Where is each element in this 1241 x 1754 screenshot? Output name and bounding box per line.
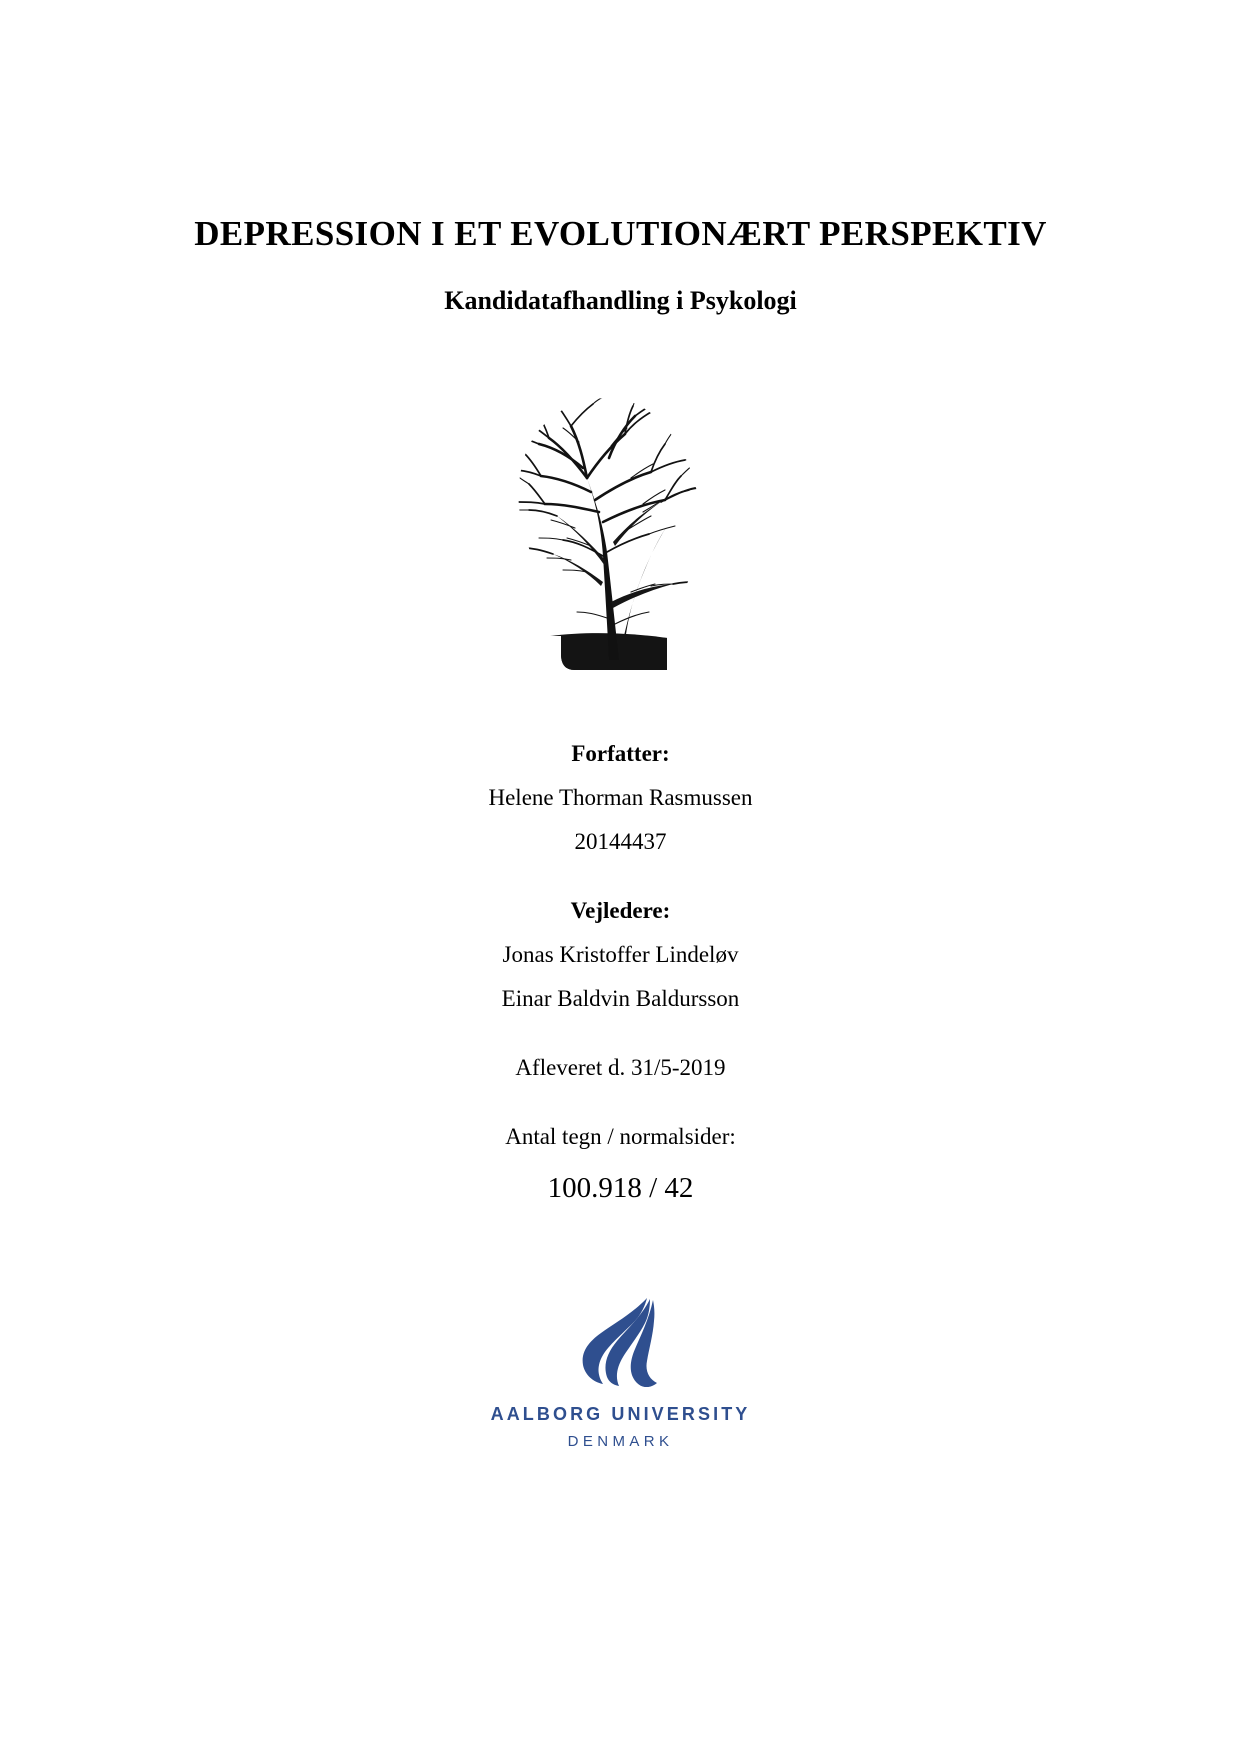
spacer bbox=[0, 1010, 1241, 1056]
spacer bbox=[0, 922, 1241, 943]
cover-artwork bbox=[0, 392, 1241, 682]
student-id: 20144437 bbox=[574, 829, 667, 854]
supervisor-name-1: Jonas Kristoffer Lindeløv bbox=[502, 942, 739, 967]
spacer bbox=[0, 765, 1241, 786]
page-subtitle: Kandidatafhandling i Psykologi bbox=[444, 286, 797, 316]
submission-date: Afleveret d. 31/5-2019 bbox=[515, 1055, 726, 1080]
logo-university-name: AALBORG UNIVERSITY bbox=[490, 1404, 751, 1424]
spacer bbox=[0, 853, 1241, 899]
spacer bbox=[0, 809, 1241, 830]
cover-meta-block bbox=[0, 742, 1241, 1203]
head-silhouette-tree-icon bbox=[491, 392, 751, 682]
logo-country-name: DENMARK bbox=[567, 1432, 674, 1450]
aalborg-university-logo bbox=[0, 1295, 1241, 1450]
author-heading: Forfatter: bbox=[571, 741, 670, 766]
character-count-label: Antal tegn / normalsider: bbox=[505, 1124, 736, 1149]
author-name: Helene Thorman Rasmussen bbox=[488, 785, 753, 810]
character-count-value: 100.918 / 42 bbox=[547, 1172, 694, 1204]
supervisor-name-2: Einar Baldvin Baldursson bbox=[501, 986, 740, 1011]
spacer bbox=[0, 1148, 1241, 1174]
supervisor-heading: Vejledere: bbox=[570, 898, 671, 923]
aau-flame-icon bbox=[575, 1295, 667, 1387]
spacer bbox=[0, 966, 1241, 987]
page-title: DEPRESSION I ET EVOLUTIONÆRT PERSPEKTIV bbox=[194, 214, 1047, 253]
spacer bbox=[0, 1079, 1241, 1125]
title-block bbox=[0, 214, 1241, 316]
